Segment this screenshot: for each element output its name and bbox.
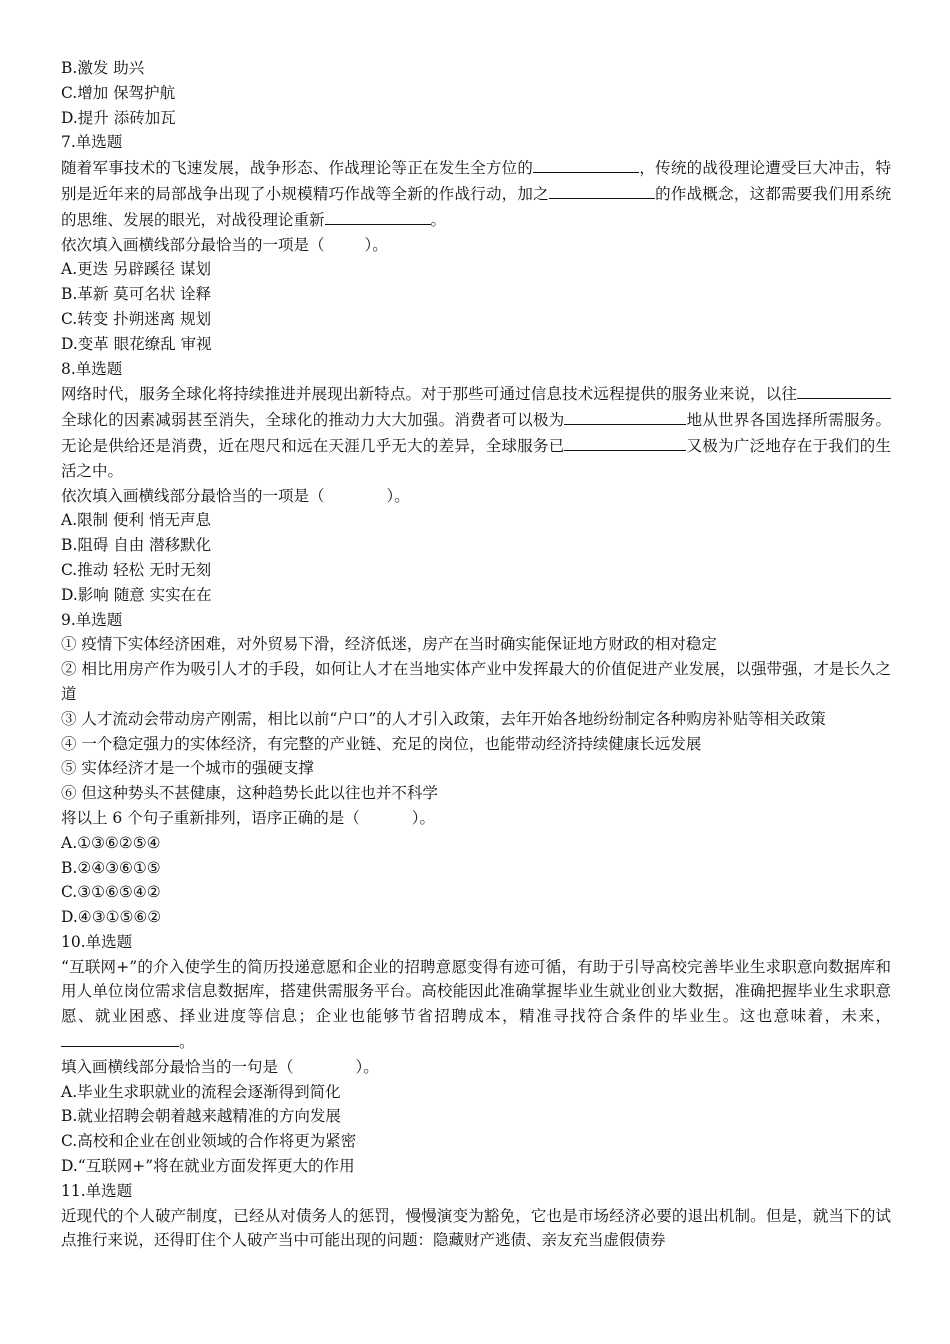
q8-prompt bbox=[61, 484, 891, 509]
q7-option-b: B.革新 莫可名状 诠释 bbox=[61, 285, 212, 304]
q8-option-d: D.影响 随意 实实在在 bbox=[61, 585, 212, 604]
prev-option-b: B.激发 助兴 bbox=[61, 59, 145, 77]
q9-option-c: C.③①⑥⑤④② bbox=[61, 883, 161, 902]
q9-option-a: A.①③⑥②⑤④ bbox=[61, 833, 161, 852]
q7-prompt-a: 依次填入画横线部分最恰当的一项是（ bbox=[61, 235, 325, 254]
q9-prompt-b: ）。 bbox=[411, 808, 435, 827]
q9-sentence-5: ⑤ 实体经济才是一个城市的强硬支撑 bbox=[61, 759, 314, 778]
q7-stem-part4: 。 bbox=[430, 210, 447, 229]
q10-stem-part1: “互联网+”的介入使学生的简历投递意愿和企业的招聘意愿变得有迹可循，有助于引导高校完善毕业生求职意向数据库和用人单位岗位需求信息数据库，搭建供需服务平台。高校能因此准确掌握毕业生就业创业大数据，准确把握毕业生求职意愿、就业困惑、择业进度等信息；企业也能够节省招聘成本，精准寻找符合条件的毕业生。这也意味着，未来， bbox=[61, 957, 891, 1026]
q10-prompt-a: 填入画横线部分最恰当的一句是（ bbox=[61, 1057, 294, 1076]
q10-stem-part2: 。 bbox=[179, 1033, 195, 1052]
q8-option-a: A.限制 便利 悄无声息 bbox=[61, 511, 211, 530]
q9-sentence-1: ① 疫情下实体经济困难，对外贸易下滑，经济低迷，房产在当时确实能保证地方财政的相对稳定 bbox=[61, 635, 717, 654]
q7-header: 7.单选题 bbox=[61, 133, 123, 152]
q8-blank-3 bbox=[564, 433, 686, 451]
q8-option-b: B.阻碍 自由 潜移默化 bbox=[61, 536, 212, 555]
q9-sentence-3: ③ 人才流动会带动房产刚需，相比以前“户口”的人才引入政策，去年开始各地纷纷制定各种购房补贴等相关政策 bbox=[61, 709, 826, 728]
prev-option-d: D.提升 添砖加瓦 bbox=[61, 108, 176, 127]
q8-header: 8.单选题 bbox=[61, 359, 123, 378]
q8-stem-part4: 又极为广泛地存在于我们的生活之中。 bbox=[61, 436, 891, 480]
q7-option-c: C.转变 扑朔迷离 规划 bbox=[61, 309, 212, 328]
q10-option-d: D.“互联网+”将在就业方面发挥更大的作用 bbox=[61, 1157, 355, 1176]
q7-blank-1 bbox=[533, 155, 639, 173]
q9-prompt bbox=[61, 806, 891, 831]
q7-stem bbox=[61, 155, 891, 232]
q9-sentence-2: ② 相比用房产作为吸引人才的手段，如何让人才在当地实体产业中发挥最大的价值促进产业发展，以强带强，才是长久之道 bbox=[61, 660, 891, 703]
q10-option-c: C.高校和企业在创业领域的合作将更为紧密 bbox=[61, 1132, 357, 1151]
q9-option-b: B.②④③⑥①⑤ bbox=[61, 858, 161, 877]
q9-sentence-6: ⑥ 但这种势头不甚健康，这种趋势长此以往也并不科学 bbox=[61, 784, 438, 803]
q10-stem bbox=[61, 955, 891, 1055]
q11-stem: 近现代的个人破产制度，已经从对债务人的惩罚，慢慢演变为豁免，它也是市场经济必要的退出机制。但是，就当下的试点推行来说，还得盯住个人破产当中可能出现的问题：隐藏财产逃债、亲友充当虚假债券 bbox=[61, 1206, 891, 1250]
q7-stem-part2: ，传统的战役理论遭受巨大冲击，特别是近年来的局部战争出现了小规模精巧作战等全新的作战行动，加之 bbox=[61, 159, 891, 203]
q9-option-d: D.④③①⑤⑥② bbox=[61, 908, 162, 927]
q8-prompt-b: ）。 bbox=[386, 486, 410, 505]
q8-blank-2 bbox=[564, 407, 686, 425]
q8-stem-part1: 网络时代，服务全球化将持续推进并展现出新特点。对于那些可通过信息技术远程提供的服务业来说，以往 bbox=[61, 385, 797, 404]
q7-option-d: D.变革 眼花缭乱 审视 bbox=[61, 334, 212, 353]
q9-prompt-a: 将以上 6 个句子重新排列，语序正确的是（ bbox=[61, 808, 360, 827]
q9-sentence-4: ④ 一个稳定强力的实体经济，有完整的产业链、充足的岗位，也能带动经济持续健康长远发展 bbox=[61, 734, 702, 753]
q7-blank-2 bbox=[549, 181, 655, 199]
q9-header: 9.单选题 bbox=[61, 610, 123, 629]
q7-stem-part3: 的作战概念，这都需要我们用系统的思维、发展的眼光，对战役理论重新 bbox=[61, 184, 891, 229]
q7-blank-3 bbox=[325, 207, 431, 225]
q10-option-b: B.就业招聘会朝着越来越精准的方向发展 bbox=[61, 1107, 341, 1126]
q10-prompt-b: ）。 bbox=[355, 1057, 379, 1076]
q8-stem bbox=[61, 381, 891, 483]
q8-stem-part2: 全球化的因素减弱甚至消失，全球化的推动力大大加强。消费者可以极为 bbox=[61, 411, 565, 430]
q11-header: 11.单选题 bbox=[61, 1181, 133, 1200]
q8-prompt-a: 依次填入画横线部分最恰当的一项是（ bbox=[61, 486, 325, 505]
q8-option-c: C.推动 轻松 无时无刻 bbox=[61, 560, 212, 579]
q10-prompt bbox=[61, 1055, 891, 1080]
q7-stem-part1: 随着军事技术的飞速发展，战争形态、作战理论等正在发生全方位的 bbox=[61, 159, 534, 178]
q10-option-a: A.毕业生求职就业的流程会逐渐得到简化 bbox=[61, 1082, 341, 1101]
prev-option-c: C.增加 保驾护航 bbox=[61, 83, 176, 102]
q10-header: 10.单选题 bbox=[61, 932, 133, 951]
q10-blank-1 bbox=[61, 1029, 179, 1047]
q8-blank-1 bbox=[797, 381, 891, 399]
q8-stem-part3: 地从世界各国选择所需服务。无论是供给还是消费，近在咫尺和远在天涯几乎无大的差异，全球服务已 bbox=[61, 411, 891, 455]
q7-option-a: A.更迭 另辟蹊径 谋划 bbox=[61, 260, 211, 279]
q7-prompt bbox=[61, 233, 891, 258]
document-page bbox=[61, 56, 891, 1253]
q7-prompt-b: ）。 bbox=[364, 235, 388, 254]
